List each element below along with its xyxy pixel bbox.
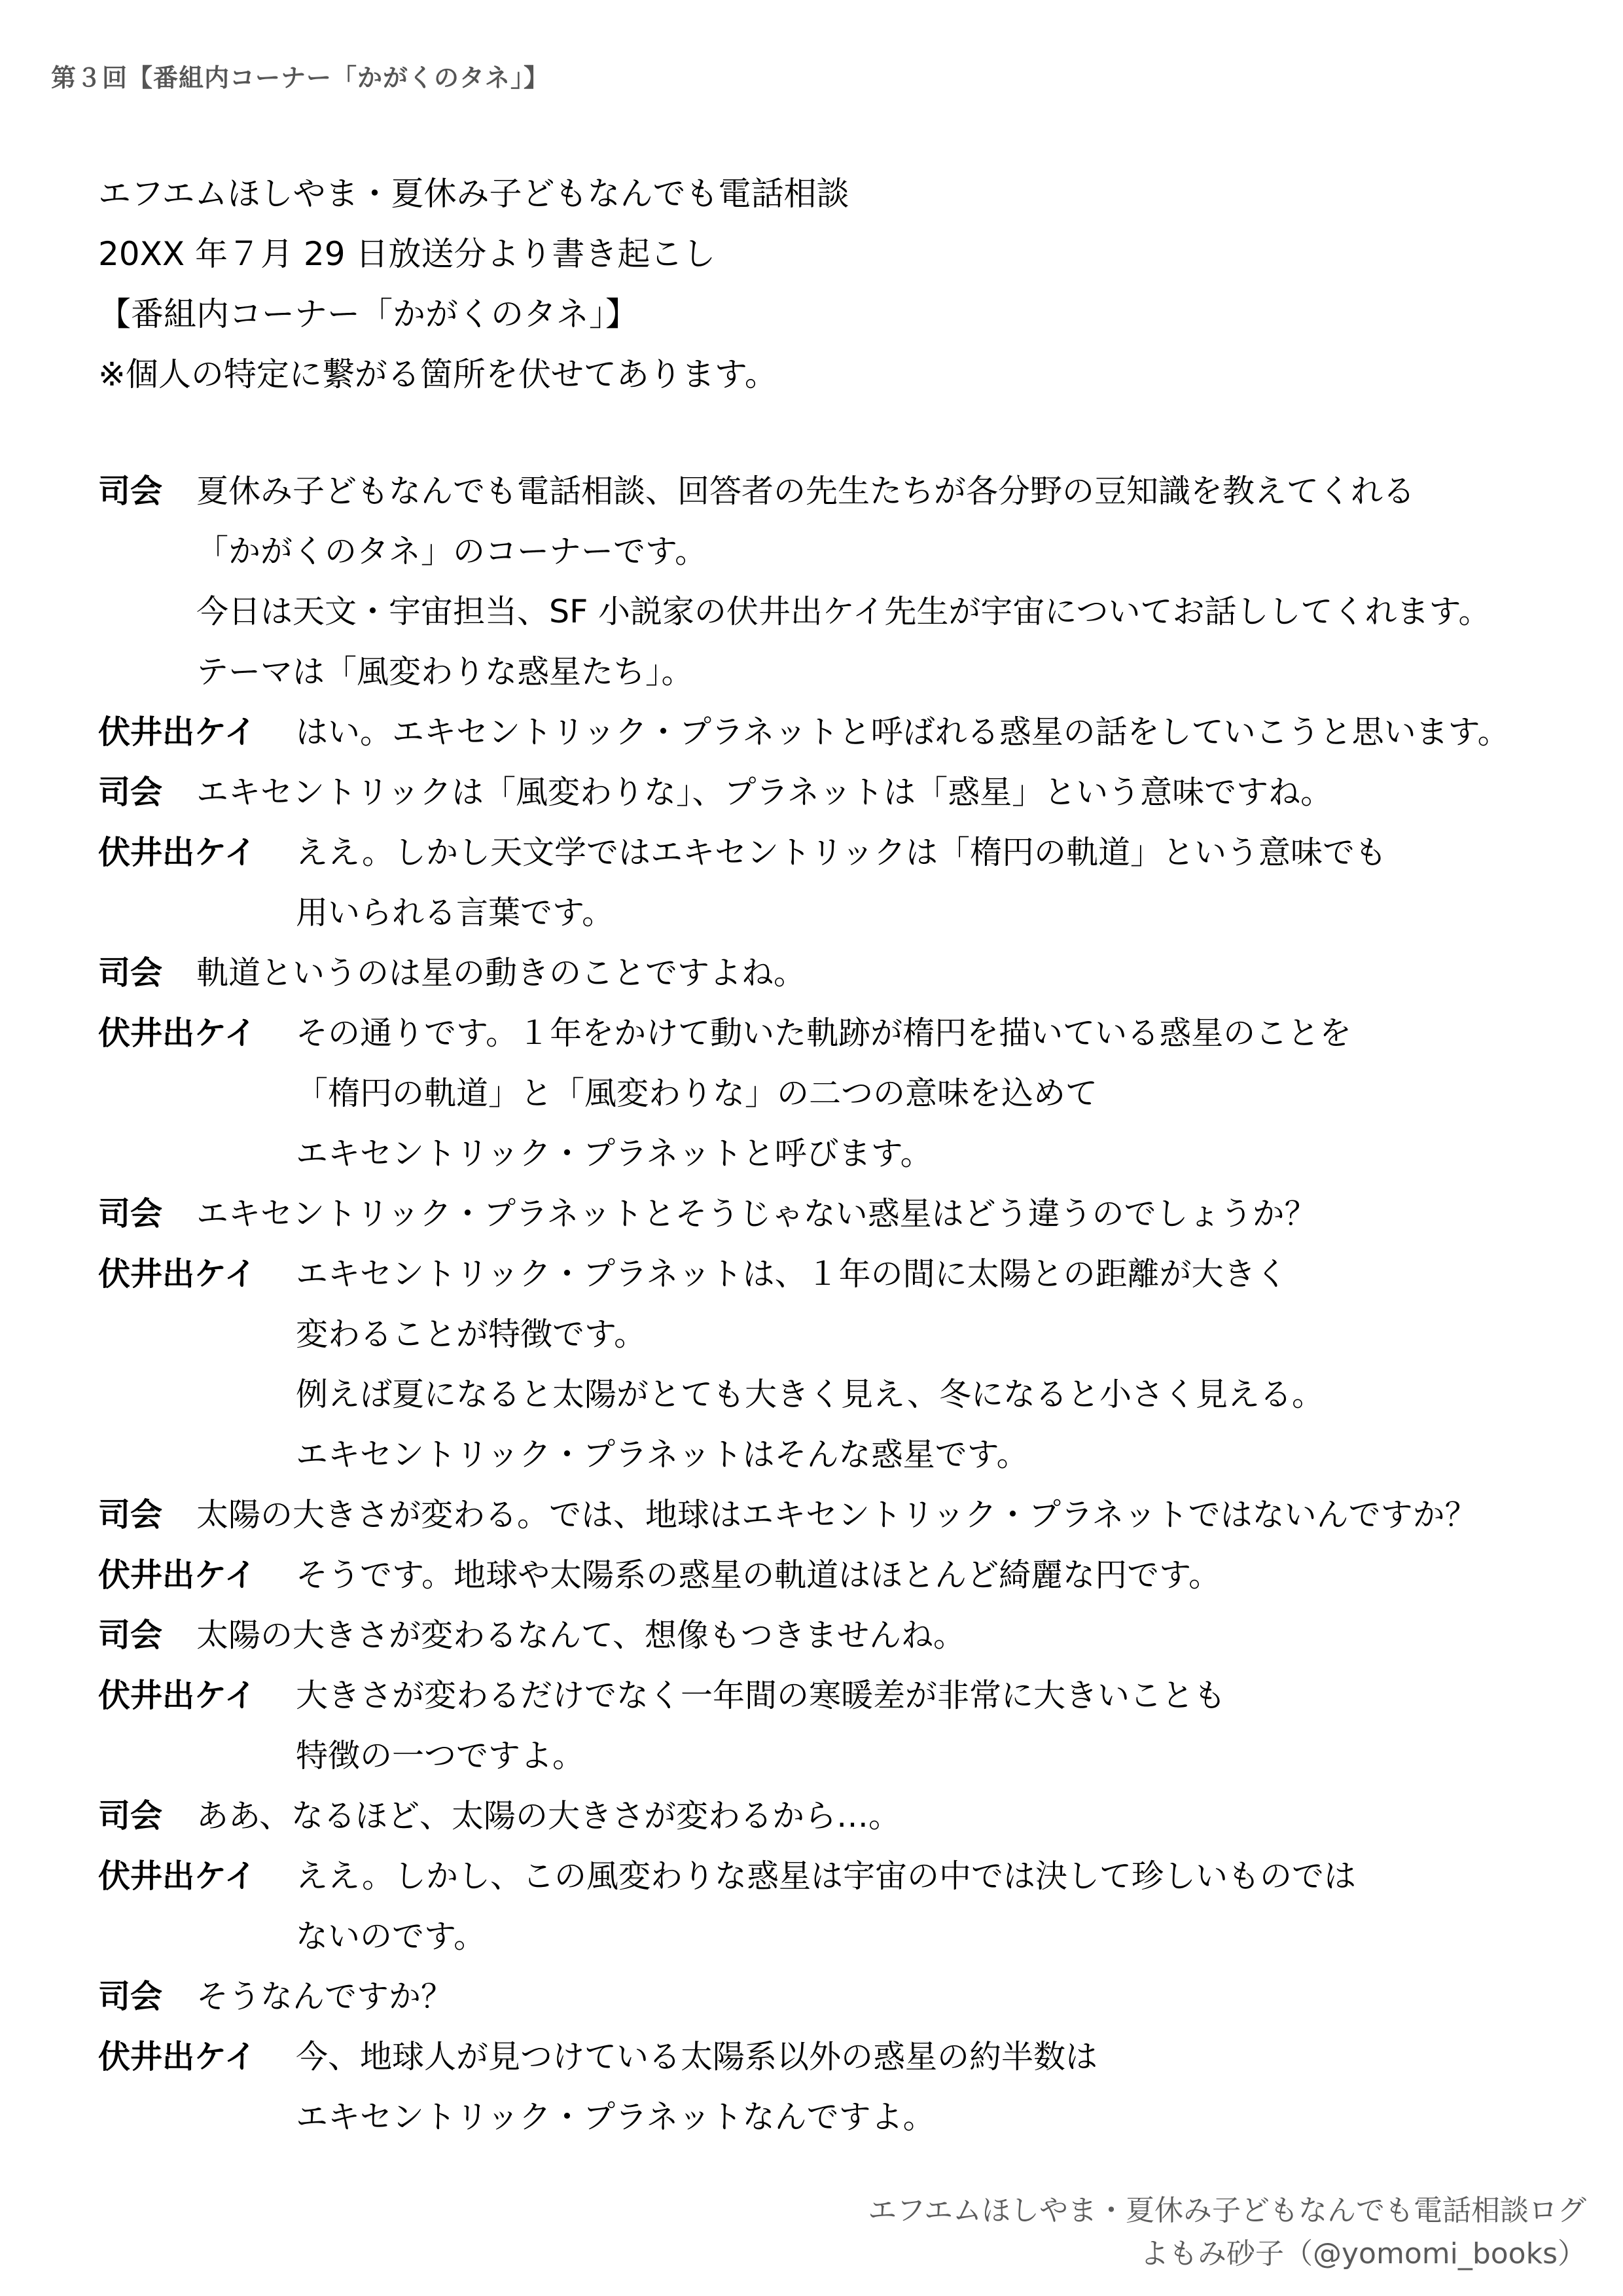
utterance [196, 461, 1491, 702]
dialogue-turn [98, 461, 1571, 702]
utterance-line: エキセントリック・プラネットとそうじゃない惑星はどう違うのでしょうか？ [196, 1195, 1317, 1232]
dialogue-turn [98, 1003, 1571, 1184]
dialogue-turn [98, 1666, 1571, 1786]
utterance-line: 今日は天文・宇宙担当、SF 小説家の伏井出ケイ先生が宇宙についてお話ししてくれます。 [196, 593, 1491, 630]
utterance [296, 1545, 1221, 1605]
utterance-line: 「楕円の軌道」と「風変わりな」の二つの意味を込めて [296, 1075, 1098, 1112]
intro-block [98, 164, 849, 404]
speaker-guest: 伏井出ケイ [98, 2038, 257, 2075]
utterance [296, 1244, 1324, 1485]
utterance-line: そうです。地球や太陽系の惑星の軌道はほとんど綺麗な円です。 [296, 1556, 1221, 1594]
dialogue-turn [98, 1545, 1571, 1605]
footer-credit [868, 2189, 1586, 2276]
speaker-host: 司会 [98, 1978, 163, 2015]
utterance-line: そうなんですか？ [196, 1978, 454, 2015]
utterance-line: その通りです。１年をかけて動いた軌跡が楕円を描いている惑星のことを [296, 1014, 1352, 1052]
speaker-host: 司会 [98, 1797, 163, 1835]
speaker-guest: 伏井出ケイ [98, 1857, 257, 1895]
utterance-line: 「かがくのタネ」のコーナーです。 [196, 533, 707, 570]
utterance [296, 1666, 1226, 1786]
utterance-line: 太陽の大きさが変わる。では、地球はエキセントリック・プラネットではないんですか？ [196, 1496, 1477, 1534]
utterance-line: 用いられる言葉です。 [296, 894, 615, 931]
footer-log-title: エフエムほしやま・夏休み子どもなんでも電話相談ログ [868, 2194, 1586, 2227]
speaker-host: 司会 [98, 774, 163, 811]
utterance-line: エキセントリック・プラネットは、１年の間に太陽との距離が大きく [296, 1255, 1288, 1293]
dialogue-turn [98, 1184, 1571, 1244]
utterance [296, 1003, 1351, 1184]
utterance-line: 変わることが特徴です。 [296, 1316, 647, 1353]
dialogue-turn [98, 702, 1571, 762]
utterance-line: エキセントリックは「風変わりな」、プラネットは「惑星」という意味ですね。 [196, 774, 1333, 811]
utterance [196, 943, 806, 1003]
dialogue-turn [98, 1244, 1571, 1485]
utterance-line: テーマは「風変わりな惑星たち」。 [196, 653, 694, 691]
utterance-line: ええ。しかし天文学ではエキセントリックは「楕円の軌道」という意味でも [296, 834, 1387, 871]
dialogue-transcript [98, 461, 1571, 2147]
dialogue-turn [98, 1605, 1571, 1666]
dialogue-turn [98, 2027, 1571, 2147]
utterance [196, 1786, 901, 1846]
page-header: 第３回【番組内コーナー「かがくのタネ」】 [51, 63, 550, 92]
utterance-line: 例えば夏になると太陽がとても大きく見え、冬になると小さく見える。 [296, 1376, 1324, 1413]
speaker-guest: 伏井出ケイ [98, 1014, 257, 1052]
utterance [196, 1605, 965, 1666]
utterance [296, 1846, 1356, 1967]
speaker-host: 司会 [98, 1617, 163, 1654]
utterance-line: 今、地球人が見つけている太陽系以外の惑星の約半数は [296, 2038, 1098, 2075]
utterance [296, 702, 1510, 762]
intro-program-name: エフエムほしやま・夏休み子どもなんでも電話相談 [98, 175, 849, 213]
dialogue-turn [98, 1967, 1571, 2027]
speaker-host: 司会 [98, 1496, 163, 1534]
utterance [296, 2027, 1097, 2147]
utterance-line: 太陽の大きさが変わるなんて、想像もつきませんね。 [196, 1617, 966, 1654]
dialogue-turn [98, 1485, 1571, 1545]
utterance [196, 762, 1332, 823]
utterance-line: ないのです。 [296, 1918, 486, 1955]
utterance [196, 1967, 453, 2027]
speaker-host: 司会 [98, 1195, 163, 1232]
dialogue-turn [98, 762, 1571, 823]
utterance-line: ああ、なるほど、太陽の大きさが変わるから…。 [196, 1797, 901, 1835]
speaker-guest: 伏井出ケイ [98, 713, 257, 751]
utterance-line: 大きさが変わるだけでなく一年間の寒暖差が非常に大きいことも [296, 1677, 1226, 1714]
dialogue-turn [98, 943, 1571, 1003]
speaker-guest: 伏井出ケイ [98, 834, 257, 871]
utterance-line: エキセントリック・プラネットと呼びます。 [296, 1135, 933, 1172]
speaker-host: 司会 [98, 473, 163, 510]
utterance [196, 1184, 1317, 1244]
utterance-line: エキセントリック・プラネットなんですよ。 [296, 2098, 935, 2136]
speaker-host: 司会 [98, 954, 163, 992]
utterance-line: エキセントリック・プラネットはそんな惑星です。 [296, 1436, 1029, 1473]
dialogue-turn [98, 823, 1571, 943]
utterance-line: 軌道というのは星の動きのことですよね。 [196, 954, 806, 992]
utterance [196, 1485, 1477, 1545]
speaker-guest: 伏井出ケイ [98, 1255, 257, 1293]
intro-broadcast-date: 20XX 年７月 29 日放送分より書き起こし [98, 235, 716, 273]
utterance [296, 823, 1387, 943]
dialogue-turn [98, 1786, 1571, 1846]
utterance-line: はい。エキセントリック・プラネットと呼ばれる惑星の話をしていこうと思います。 [296, 713, 1510, 751]
footer-author: よもみ砂子（@yomomi_books） [1140, 2237, 1586, 2270]
intro-corner-name: 【番組内コーナー「かがくのタネ」】 [98, 295, 638, 333]
intro-privacy-note: ※個人の特定に繋がる箇所を伏せてあります。 [98, 355, 777, 393]
dialogue-turn [98, 1846, 1571, 1967]
utterance-line: ええ。しかし、この風変わりな惑星は宇宙の中では決して珍しいものでは [296, 1857, 1356, 1895]
utterance-line: 特徴の一つですよ。 [296, 1737, 585, 1774]
utterance-line: 夏休み子どもなんでも電話相談、回答者の先生たちが各分野の豆知識を教えてくれる [196, 473, 1416, 510]
speaker-guest: 伏井出ケイ [98, 1556, 257, 1594]
speaker-guest: 伏井出ケイ [98, 1677, 257, 1714]
